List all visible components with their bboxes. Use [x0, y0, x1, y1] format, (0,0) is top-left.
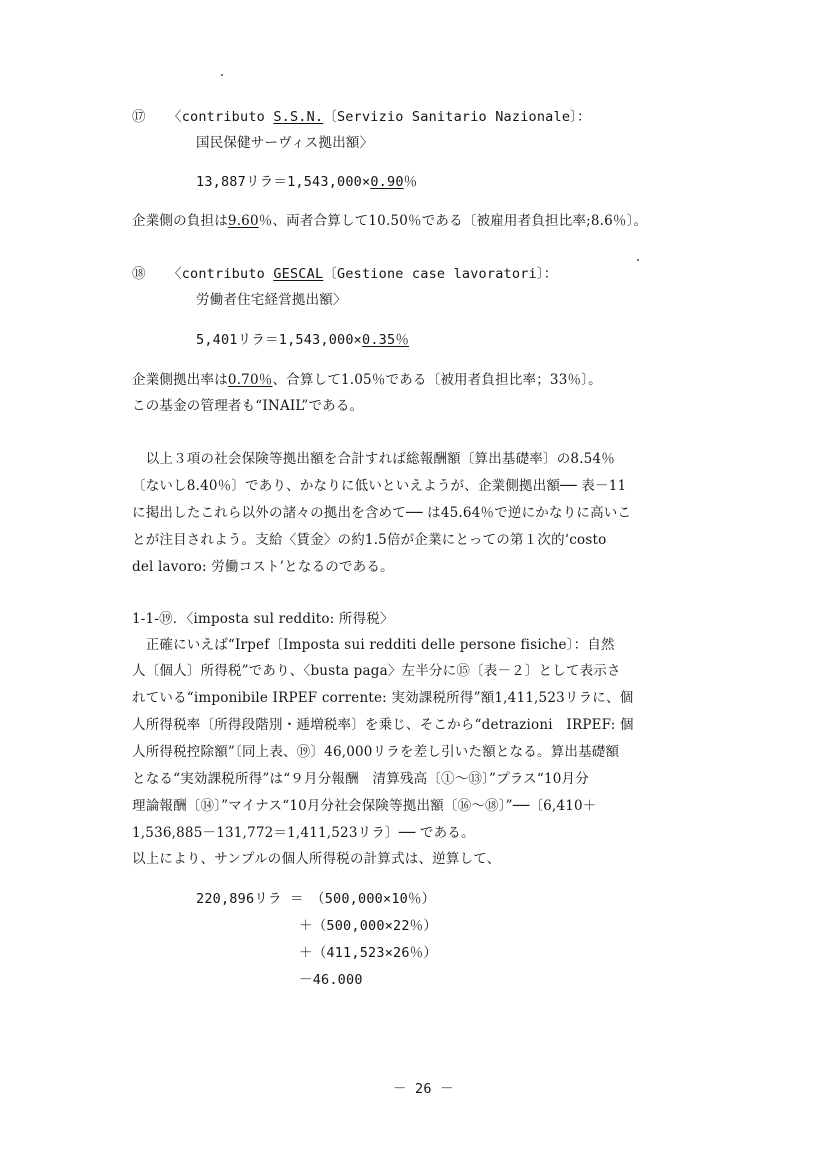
item18-heading-abbrev: GESCAL — [273, 266, 324, 282]
section-line: 人所得税率〔所得段階別・逓増税率〕を乗じ、そこから“detrazioni IRPEF: 個 — [132, 717, 634, 733]
item18-note-2: この基金の管理者も“INAIL”である。 — [132, 398, 364, 414]
section-line: 正確にいえば“Irpef〔Imposta sui redditi delle persone fisiche〕：自然 — [132, 637, 615, 653]
calc-lhs: 220,896リラ ＝ — [196, 891, 304, 907]
item17-heading-abbrev: S.S.N. — [273, 109, 324, 125]
item18-heading-a: 〈contributo — [168, 266, 274, 282]
item18-subtitle: 労働者住宅経営拠出額〉 — [196, 292, 347, 308]
section-line: となる“実効課税所得”は“９月分報酬 清算残高〔①～⑬〕”プラス“10月分 — [132, 771, 589, 787]
item18-note-1 — [132, 371, 602, 389]
item17-note-rate: 9.60 — [227, 213, 259, 229]
summary-line: 以上３項の社会保険等拠出額を合計すれば総報酬額〔算出基礎率〕の8.54％ — [132, 451, 615, 467]
item18-formula-rate: 0.35％ — [362, 332, 410, 348]
item17-heading-c: 〔Servizio Sanitario Nazionale〕： — [323, 109, 591, 125]
item17-subtitle: 国民保健サーヴィス拠出額〉 — [196, 135, 374, 151]
item17-heading — [132, 108, 591, 126]
section-line: 1,536,885－131,772＝1,411,523リラ〕── である。 — [132, 825, 475, 841]
item17-heading-a: 〈contributo — [168, 109, 274, 125]
section-heading: 1-1-⑲．〈imposta sul reddito: 所得税〉 — [132, 611, 394, 627]
item17-formula — [196, 173, 417, 191]
item17-formula-c: ％ — [403, 174, 418, 190]
item17-formula-a: 13,887リラ＝1,543,000× — [196, 174, 371, 190]
item18-note-a: 企業側拠出率は — [132, 372, 228, 388]
item17-note-c: ％、両者合算して10.50％である〔被雇用者負担比率;8.6％〕。 — [258, 213, 648, 229]
item18-number: ⑱ — [132, 266, 146, 282]
summary-line: 〔ないし8.40％〕であり、かなりに低いといえようが、企業側拠出額── 表－11 — [132, 478, 627, 494]
page-number: － 26 － — [393, 1081, 454, 1097]
item18-heading — [132, 265, 558, 283]
summary-line: に掲出したこれら以外の諸々の拠出を含めて── は45.64％で逆にかなりに高いこ — [132, 505, 632, 521]
item18-formula-a: 5,401リラ＝1,543,000× — [196, 332, 363, 348]
section-line: 人所得税控除額”〔同上表、⑲〕46,000リラを差し引いた額となる。算出基礎額 — [132, 744, 620, 760]
item17-formula-rate: 0.90 — [370, 174, 404, 190]
section-line: 以上により、サンプルの個人所得税の計算式は、逆算して、 — [132, 851, 501, 867]
scan-speck — [221, 74, 223, 76]
item18-formula — [196, 331, 409, 349]
item17-number: ⑰ — [132, 109, 146, 125]
calc-term: ＋（411,523×26％） — [299, 945, 438, 961]
section-line: 理論報酬〔⑭〕”マイナス“10月分社会保険等拠出額〔⑯～⑱〕”──〔6,410＋ — [132, 798, 597, 814]
item18-note-c: 、合算して1.05％である〔被用者負担比率；33％〕。 — [272, 372, 602, 388]
item17-note-a: 企業側の負担は — [132, 213, 228, 229]
summary-line: とが注目されよう。支給〈賃金〉の約1.5倍が企業にとっての第１次的‘costo — [132, 532, 607, 548]
section-line: 人〔個人〕所得税”であり、〈busta paga〉左半分に⑮〔表－２〕として表示さ — [132, 663, 621, 679]
calc-term: （500,000×10％） — [311, 891, 436, 907]
section-line: れている“imponibile IRPEF corrente: 実効課税所得”額1,411,523リラに、個 — [132, 690, 634, 706]
item18-heading-c: 〔Gestione case lavoratori〕： — [323, 266, 558, 282]
item17-note — [132, 212, 647, 230]
calc-term: －46.000 — [299, 972, 363, 988]
calc-term: ＋（500,000×22％） — [299, 918, 438, 934]
summary-line: del lavoro: 労働コスト’となるのである。 — [132, 559, 394, 575]
item18-note-rate: 0.70％ — [227, 372, 273, 388]
scan-speck — [637, 259, 639, 261]
